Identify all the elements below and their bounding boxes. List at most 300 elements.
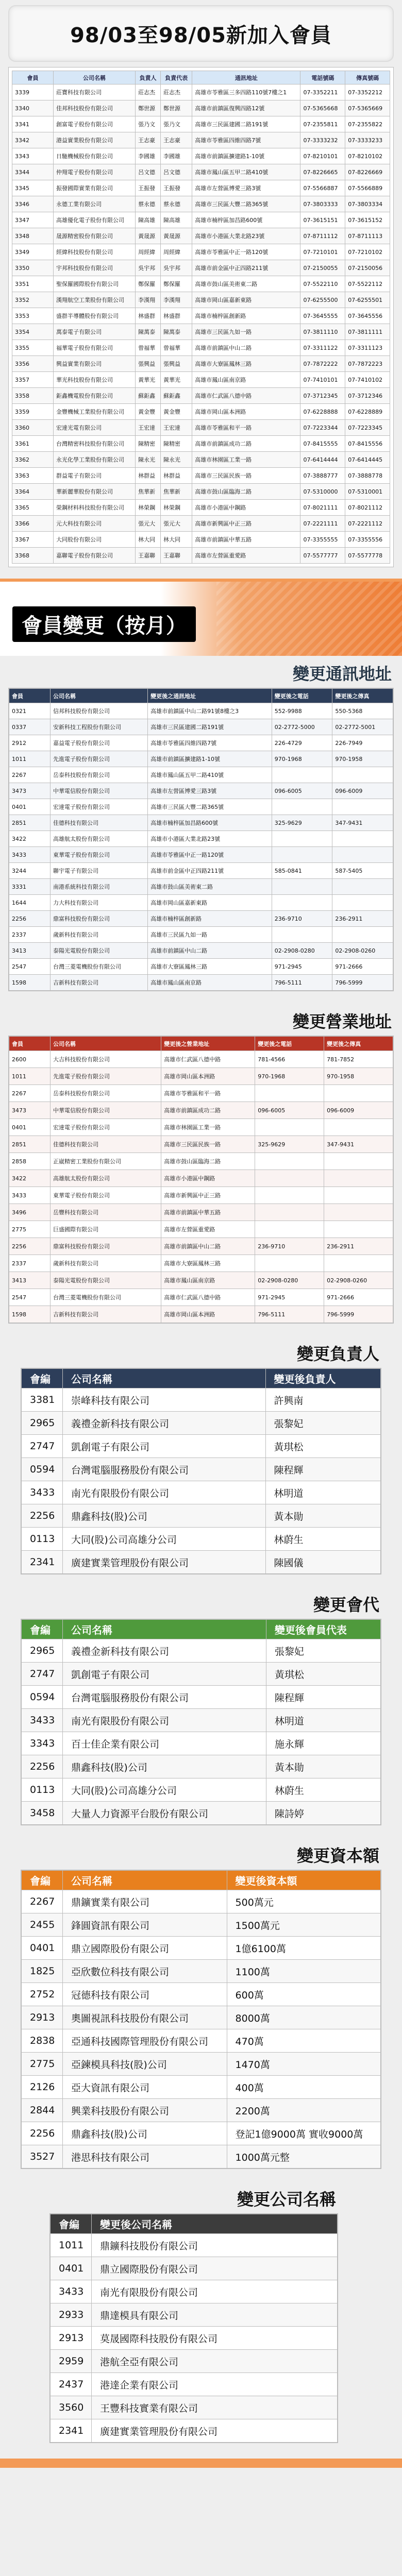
table-cell: 2256 (9, 911, 51, 927)
table-cell: 3354 (12, 324, 54, 340)
table-row (9, 847, 393, 863)
table-row (9, 1255, 393, 1272)
table-row (12, 228, 390, 244)
table-cell: 07-3645555 (300, 308, 345, 324)
table-cell: 鼎富科技股份有限公司 (51, 911, 148, 927)
table-cell: 07-3712345 (300, 388, 345, 404)
table-cell: 325-9629 (272, 815, 332, 831)
footer-band (0, 2459, 402, 2468)
table-cell: 07-7210101 (300, 244, 345, 260)
table-cell: 02-2772-5001 (332, 719, 393, 735)
table-cell: 蔡永德 (161, 196, 192, 212)
owner-change-header-cell: 變更後負責人 (265, 1369, 381, 1388)
table-cell: 金豐機械工業股份有限公司 (54, 404, 136, 420)
table-cell: 黃華光 (136, 372, 161, 388)
table-cell: 高雄市前鎮區中山二路 (148, 943, 272, 959)
table-cell: 3331 (9, 879, 51, 895)
table-cell: 07-3615151 (300, 212, 345, 228)
table-row (12, 532, 390, 548)
table-cell: 07-3811110 (300, 324, 345, 340)
table-row (9, 1153, 393, 1170)
table-cell: 高雄市岡山區本洲路 (192, 404, 300, 420)
table-cell: 陳程輝 (265, 1458, 381, 1481)
table-cell: 2913 (51, 2327, 92, 2350)
table-cell: 莊寶科技有限公司 (54, 84, 136, 100)
table-cell: 3433 (9, 847, 51, 863)
table-cell: 400萬 (227, 2076, 380, 2099)
table-cell: 高雄市三民區建國二路191號 (192, 116, 300, 132)
table-cell: 2337 (9, 927, 51, 943)
table-row (22, 1983, 381, 2006)
table-cell: 3345 (12, 180, 54, 196)
table-cell: 0337 (9, 719, 51, 735)
table-cell: 義禮金新科技有限公司 (63, 1412, 266, 1435)
table-cell: 興業科技股份有限公司 (63, 2099, 227, 2122)
table-cell: 3361 (12, 436, 54, 452)
table-cell: 3343 (12, 148, 54, 164)
table-cell: 吉新科技有限公司 (51, 1306, 161, 1323)
table-cell (255, 1221, 324, 1238)
table-cell: 呂文德 (161, 164, 192, 180)
table-cell: 張乃文 (161, 116, 192, 132)
table-row (12, 372, 390, 388)
rep-change-table (21, 1619, 381, 1825)
table-cell: 大同(股)公司高雄分公司 (63, 1778, 266, 1802)
table-cell: 0401 (22, 1937, 63, 1960)
table-cell: 07-7223344 (300, 420, 345, 436)
table-row (9, 1221, 393, 1238)
table-cell: 亞大資訊有限公司 (63, 2076, 227, 2099)
table-cell: 王志豪 (136, 132, 161, 148)
table-cell: 3358 (12, 388, 54, 404)
table-cell: 高雄市大寮區鳳林三路 (148, 959, 272, 975)
table-cell (255, 1085, 324, 1102)
table-cell: 高雄市鳳山區南京路 (161, 1272, 255, 1289)
table-cell: 3433 (9, 1187, 51, 1204)
table-cell: 3357 (12, 372, 54, 388)
table-cell: 王豐科技實業有限公司 (92, 2396, 338, 2419)
table-cell: 3343 (22, 1732, 63, 1755)
table-row (51, 2234, 338, 2257)
table-row (9, 1289, 393, 1306)
table-cell: 林盛群 (161, 308, 192, 324)
table-cell: 周經緯 (136, 244, 161, 260)
table-cell: 585-0841 (272, 863, 332, 879)
table-row (51, 2350, 338, 2373)
table-cell: 高雄市林園區工業一路 (161, 1119, 255, 1136)
address-change-table (9, 688, 393, 991)
table-cell: 226-4729 (272, 735, 332, 751)
table-cell: 群益電子有限公司 (54, 468, 136, 484)
table-row (9, 1238, 393, 1255)
table-cell: 高雄市前鎮區中華五路 (161, 1204, 255, 1221)
table-cell: 曾福華 (136, 340, 161, 356)
table-row (51, 2373, 338, 2396)
table-cell: 3368 (12, 548, 54, 564)
table-cell: 07-6255501 (345, 292, 390, 308)
table-cell: 曾福華 (161, 340, 192, 356)
table-cell: 1470萬 (227, 2053, 380, 2076)
table-cell: 林群益 (136, 468, 161, 484)
table-cell: 林榮鋼 (136, 500, 161, 516)
table-row (51, 2327, 338, 2350)
table-cell: 亞通科技國際管理股份有限公司 (63, 2029, 227, 2053)
table-cell: 07-3311123 (345, 340, 390, 356)
table-cell: 07-3803334 (345, 196, 390, 212)
rep-change-title: 變更會代 (313, 1595, 379, 1615)
new-members-panel (8, 67, 394, 567)
table-cell: 晟源精密股份有限公司 (54, 228, 136, 244)
table-cell: 陳高雄 (136, 212, 161, 228)
table-cell: 07-2355822 (345, 116, 390, 132)
table-cell: 02-2772-5000 (272, 719, 332, 735)
table-cell: 鉅鑫機電股份有限公司 (54, 388, 136, 404)
table-cell: 林蔚生 (265, 1528, 381, 1551)
table-cell: 796-5111 (255, 1306, 324, 1323)
table-cell: 冠德科技有限公司 (63, 1983, 227, 2006)
table-cell: 黃華光 (161, 372, 192, 388)
table-cell: 高雄市鳳山區五甲二路410號 (192, 164, 300, 180)
table-cell: 3339 (12, 84, 54, 100)
table-cell: 07-5310001 (345, 484, 390, 500)
table-cell: 林榮鋼 (161, 500, 192, 516)
table-cell: 黃晟源 (136, 228, 161, 244)
rep-change-block (21, 1587, 381, 1825)
owner-change-title: 變更負責人 (296, 1344, 379, 1364)
table-cell (272, 831, 332, 847)
table-cell: 南港系統科技有限公司 (51, 879, 148, 895)
table-cell: 高雄市仁武區八德中路 (161, 1051, 255, 1068)
table-cell: 07-3352211 (300, 84, 345, 100)
table-row (9, 895, 393, 911)
table-cell: 07-6414444 (300, 452, 345, 468)
table-cell: 3422 (9, 1170, 51, 1187)
new-members-header-cell: 電話號碼 (300, 71, 345, 84)
name-change-header-cell: 變更後公司名稱 (92, 2214, 338, 2234)
table-cell: 高雄市岡山區嘉新東路 (148, 895, 272, 911)
table-cell: 3433 (51, 2280, 92, 2303)
table-cell: 奧圖視訊科技股份有限公司 (63, 2006, 227, 2029)
table-cell: 王振發 (136, 180, 161, 196)
table-cell: 0594 (22, 1686, 63, 1709)
table-row (12, 420, 390, 436)
table-cell: 2965 (22, 1412, 63, 1435)
table-cell: 高雄市左營區博愛三路3號 (192, 180, 300, 196)
table-row (22, 2053, 381, 2076)
table-cell (332, 767, 393, 783)
table-cell: 黃晟源 (161, 228, 192, 244)
table-cell: 高雄市前鎮區中山二路91號8樓之3 (148, 703, 272, 719)
table-cell (272, 799, 332, 815)
table-cell: 2747 (22, 1663, 63, 1686)
table-cell: 971-2666 (332, 959, 393, 975)
table-cell: 高雄市左營區重愛路 (161, 1221, 255, 1238)
table-cell: 高雄市岡山區嘉新東路 (192, 292, 300, 308)
table-cell: 02-2908-0260 (324, 1272, 393, 1289)
table-row (9, 959, 393, 975)
table-cell: 巨盛國際有限公司 (51, 1221, 161, 1238)
new-members-header-cell: 公司名稱 (54, 71, 136, 84)
business-change-table (9, 1036, 393, 1323)
table-row (22, 1755, 381, 1778)
rep-change-header-cell: 會編 (22, 1620, 63, 1639)
table-cell: 07-8226665 (300, 164, 345, 180)
table-cell: 李漢翔 (161, 292, 192, 308)
table-row (12, 452, 390, 468)
table-cell: 南光有限股份有限公司 (63, 1481, 266, 1504)
table-cell: 07-3355555 (300, 532, 345, 548)
table-row (9, 751, 393, 767)
table-row (22, 1960, 381, 1983)
table-row (12, 148, 390, 164)
table-cell: 07-3311122 (300, 340, 345, 356)
table-cell: 2341 (51, 2419, 92, 2443)
table-row (22, 1913, 381, 1937)
table-cell: 高雄市岡山區本洲路 (161, 1306, 255, 1323)
table-cell (255, 1204, 324, 1221)
table-cell: 07-8711112 (300, 228, 345, 244)
table-cell (332, 879, 393, 895)
table-row (22, 1528, 381, 1551)
table-cell: 陳萬泰 (136, 324, 161, 340)
table-cell: 高雄市鼓山區臨海二路 (161, 1153, 255, 1170)
table-cell: 07-3333233 (345, 132, 390, 148)
capital-change-table (21, 1870, 381, 2168)
table-row (22, 1504, 381, 1528)
table-cell: 廣建實業管理股份有限公司 (92, 2419, 338, 2443)
rep-change-header-cell: 變更後會員代表 (266, 1620, 380, 1639)
table-cell: 2256 (9, 1238, 51, 1255)
table-cell: 3342 (12, 132, 54, 148)
table-cell: 陳精密 (161, 436, 192, 452)
table-cell: 台灣三菱電機股份有限公司 (51, 959, 148, 975)
table-cell: 高雄市苓雅區中正一路120號 (192, 244, 300, 260)
table-cell: 李漢翔 (136, 292, 161, 308)
table-cell: 2337 (9, 1255, 51, 1272)
table-row (22, 1639, 381, 1663)
table-cell: 力大科技有限公司 (51, 895, 148, 911)
table-cell: 大同股份有限公司 (54, 532, 136, 548)
table-row (22, 2145, 381, 2168)
address-change-header-cell: 變更後之電話 (272, 689, 332, 703)
table-cell: 07-3352212 (345, 84, 390, 100)
table-cell (332, 895, 393, 911)
table-cell: 07-3615152 (345, 212, 390, 228)
table-cell: 吳宇邦 (136, 260, 161, 276)
table-cell: 高雄市小港區大業北路23號 (192, 228, 300, 244)
table-cell: 07-3355556 (345, 532, 390, 548)
table-cell: 高雄市前鎮區成功二路 (192, 436, 300, 452)
table-cell: 王志豪 (161, 132, 192, 148)
table-cell: 義禮金新科技有限公司 (63, 1639, 266, 1663)
table-cell: 正崴精密工業股份有限公司 (51, 1153, 161, 1170)
table-row (51, 2280, 338, 2303)
table-cell: 0401 (51, 2257, 92, 2280)
table-cell: 高雄市苓雅區三多四路110號7樓之1 (192, 84, 300, 100)
table-cell: 港航全亞有限公司 (92, 2350, 338, 2373)
capital-change-header-cell: 變更後資本額 (227, 1871, 380, 1890)
table-cell: 971-2666 (324, 1289, 393, 1306)
table-cell: 歲新科技有限公司 (51, 1255, 161, 1272)
table-row (51, 2396, 338, 2419)
table-cell (255, 1153, 324, 1170)
table-cell: 高雄市前鎮區復興四路12號 (192, 100, 300, 116)
table-row (22, 1686, 381, 1709)
table-cell: 236-9710 (255, 1238, 324, 1255)
owner-change-table (21, 1368, 381, 1574)
table-row (12, 260, 390, 276)
table-cell: 港達企業有限公司 (92, 2373, 338, 2396)
table-cell: 07-8021112 (345, 500, 390, 516)
table-row (9, 831, 393, 847)
table-cell: 鼎鑫科技(股)公司 (63, 1504, 266, 1528)
table-cell: 2752 (22, 1983, 63, 2006)
new-members-header-cell: 負責人 (136, 71, 161, 84)
table-cell: 鼎富科技股份有限公司 (51, 1238, 161, 1255)
table-cell: 2959 (51, 2350, 92, 2373)
table-cell: 781-7852 (324, 1051, 393, 1068)
table-row (12, 276, 390, 292)
table-row (12, 516, 390, 532)
table-cell: 高雄市仁武區八德中路 (192, 388, 300, 404)
table-cell: 高雄市前鎮區中山二路 (192, 340, 300, 356)
table-cell: 07-5365669 (345, 100, 390, 116)
table-cell: 王嘉聯 (136, 548, 161, 564)
table-cell: 鼎達模具有限公司 (92, 2303, 338, 2327)
table-cell: 大吉科技股份有限公司 (51, 1051, 161, 1068)
table-cell: 587-5405 (332, 863, 393, 879)
table-cell: 永光化學工業股份有限公司 (54, 452, 136, 468)
table-row (22, 1732, 381, 1755)
table-cell: 1億6100萬 (227, 1937, 380, 1960)
table-row (12, 196, 390, 212)
table-row (12, 404, 390, 420)
table-cell: 林大同 (136, 532, 161, 548)
table-cell: 張元大 (136, 516, 161, 532)
table-cell: 970-1958 (324, 1068, 393, 1085)
table-cell: 2747 (22, 1435, 63, 1458)
table-cell: 高雄市楠梓區創新路 (148, 911, 272, 927)
table-cell: 3458 (22, 1802, 63, 1825)
table-cell: 張黎妃 (266, 1639, 380, 1663)
table-cell: 鄭保羅 (136, 276, 161, 292)
table-cell: 02-2908-0260 (332, 943, 393, 959)
table-cell: 07-5577778 (345, 548, 390, 564)
table-cell (272, 847, 332, 863)
table-cell: 3364 (12, 484, 54, 500)
table-row (12, 212, 390, 228)
table-cell: 高雄市三民區九如一路 (192, 324, 300, 340)
table-cell: 高雄市三民區建國二路191號 (148, 719, 272, 735)
table-cell: 高雄市大寮區鳳林三路 (192, 356, 300, 372)
table-cell: 高雄市鳳山區五甲二路410號 (148, 767, 272, 783)
table-cell: 236-2911 (332, 911, 393, 927)
table-cell: 1000萬元整 (227, 2145, 380, 2168)
table-cell: 3355 (12, 340, 54, 356)
table-cell (324, 1170, 393, 1187)
table-cell: 236-9710 (272, 911, 332, 927)
table-cell: 2851 (9, 815, 51, 831)
table-cell: 林明道 (265, 1481, 381, 1504)
table-cell: 07-3333232 (300, 132, 345, 148)
table-cell: 台灣電腦服務股份有限公司 (63, 1686, 266, 1709)
table-cell: 榮鋼材料科技股份有限公司 (54, 500, 136, 516)
table-cell (324, 1085, 393, 1102)
table-cell: 黃金豐 (161, 404, 192, 420)
table-cell: 鼎鑫科技(股)公司 (63, 1755, 266, 1778)
business-change-header-cell: 變更後之傳真 (324, 1037, 393, 1051)
table-cell: 鼎鑛科技股份有限公司 (92, 2234, 338, 2257)
table-cell: 高雄市前金區中正四路211號 (148, 863, 272, 879)
table-row (22, 1778, 381, 1802)
table-cell: 泰陽光電股份有限公司 (51, 1272, 161, 1289)
table-row (12, 292, 390, 308)
table-cell: 500萬元 (227, 1890, 380, 1913)
table-cell: 07-2150056 (345, 260, 390, 276)
table-cell: 南光有限股份有限公司 (63, 1709, 266, 1732)
business-change-block (8, 1004, 394, 1324)
table-cell: 970-1968 (255, 1068, 324, 1085)
table-cell (324, 1119, 393, 1136)
table-cell: 高雄市楠梓區加昌路600號 (192, 212, 300, 228)
table-cell: 佳邦科技股份有限公司 (54, 100, 136, 116)
table-cell: 福華電子股份有限公司 (54, 340, 136, 356)
table-cell: 2851 (9, 1136, 51, 1153)
table-cell: 1825 (22, 1960, 63, 1983)
table-cell: 高雄市三民區大豐二路365號 (148, 799, 272, 815)
table-cell: 王宏達 (136, 420, 161, 436)
table-cell: 聖保羅國際股份有限公司 (54, 276, 136, 292)
table-cell (255, 1170, 324, 1187)
table-row (9, 1187, 393, 1204)
table-cell: 高雄市岡山區本洲路 (161, 1068, 255, 1085)
table-cell: 347-9431 (332, 815, 393, 831)
new-members-table (12, 71, 390, 564)
table-cell: 3347 (12, 212, 54, 228)
table-cell: 552-9988 (272, 703, 332, 719)
table-cell: 07-2221112 (345, 516, 390, 532)
table-cell: 096-6005 (255, 1102, 324, 1119)
table-cell: 吳宇邦 (161, 260, 192, 276)
table-cell: 佳德科技有限公司 (51, 1136, 161, 1153)
table-row (12, 484, 390, 500)
table-row (22, 2006, 381, 2029)
table-row (9, 1306, 393, 1323)
table-row (9, 879, 393, 895)
table-cell: 347-9431 (324, 1136, 393, 1153)
table-cell: 林盛群 (136, 308, 161, 324)
table-cell: 3356 (12, 356, 54, 372)
table-row (9, 863, 393, 879)
table-row (51, 2257, 338, 2280)
table-cell: 07-3712346 (345, 388, 390, 404)
table-row (9, 927, 393, 943)
table-cell: 永德工業有限公司 (54, 196, 136, 212)
table-cell: 高雄市楠梓區創新路 (192, 308, 300, 324)
table-row (9, 799, 393, 815)
table-cell: 2933 (51, 2303, 92, 2327)
capital-change-title: 變更資本額 (296, 1846, 379, 1866)
table-row (12, 180, 390, 196)
table-cell: 萬泰電子有限公司 (54, 324, 136, 340)
table-cell: 宏達光電有限公司 (54, 420, 136, 436)
table-cell: 3362 (12, 452, 54, 468)
table-cell: 07-3803333 (300, 196, 345, 212)
table-cell: 2844 (22, 2099, 63, 2122)
table-cell: 莫晟國際科技股份有限公司 (92, 2327, 338, 2350)
table-row (12, 500, 390, 516)
table-cell: 07-8210102 (345, 148, 390, 164)
